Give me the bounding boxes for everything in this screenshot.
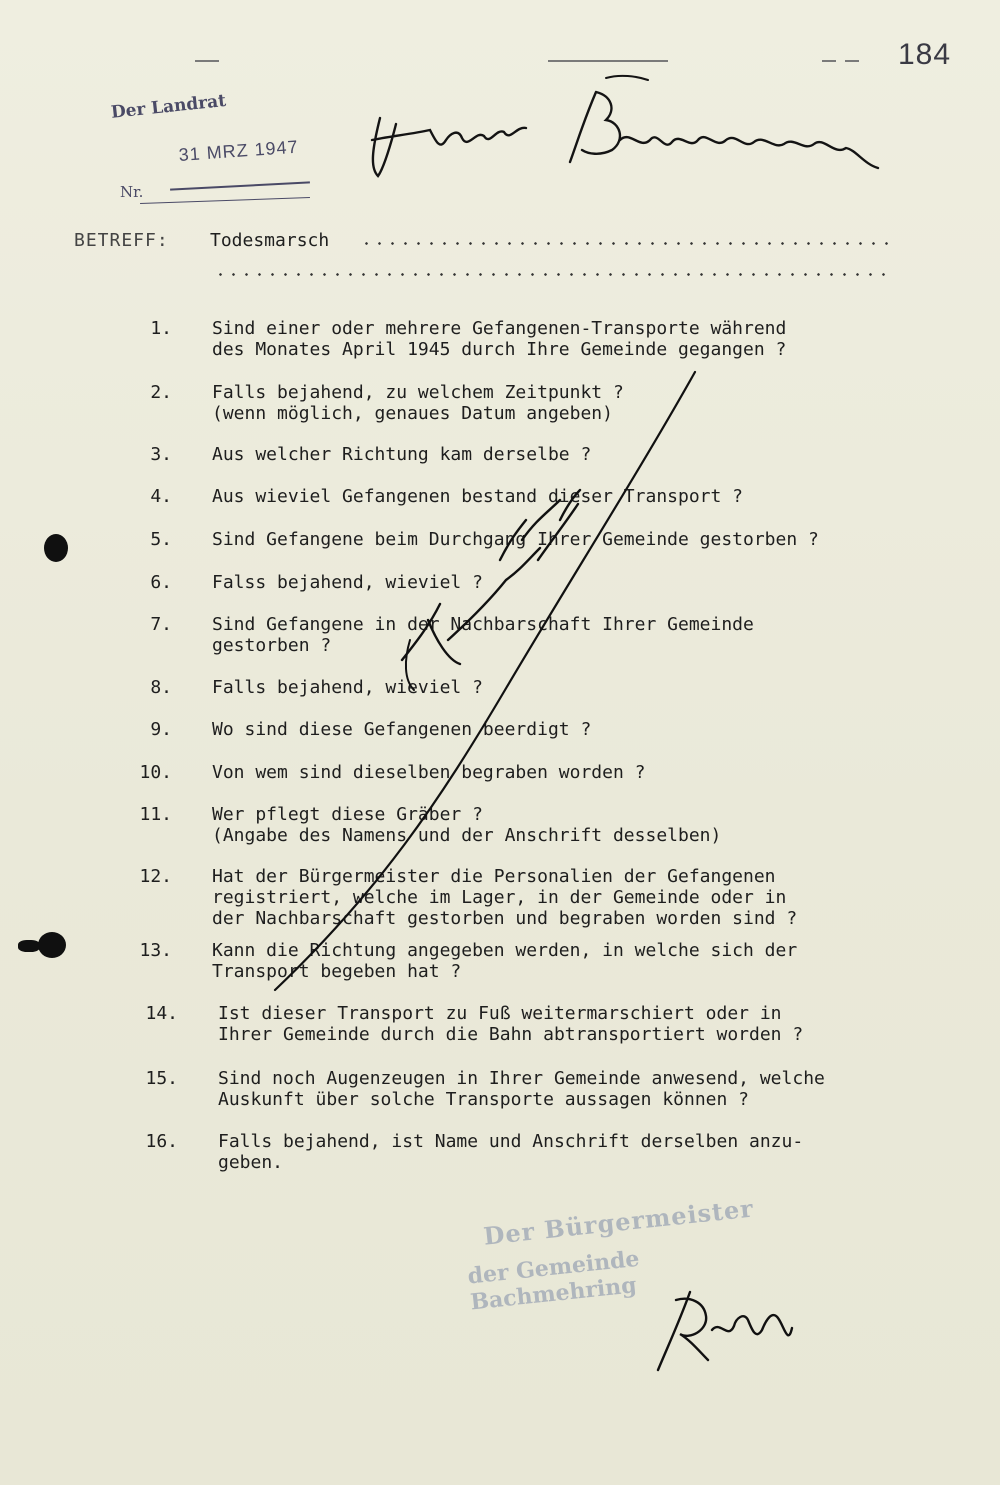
punch-hole-lower — [38, 932, 66, 958]
question-text: Falls bejahend, ist Name und Anschrift derselben anzu- geben. — [218, 1131, 804, 1173]
question-number: 5. — [150, 529, 172, 550]
question-text: Sind Gefangene beim Durchgang Ihrer Gemeinde gestorben ? — [212, 529, 819, 550]
question-text: Wer pflegt diese Gräber ? (Angabe des Namens und der Anschrift desselben) — [212, 804, 722, 846]
question-number: 16. — [145, 1131, 178, 1152]
question-number: 4. — [150, 486, 172, 507]
question-text: Falls bejahend, wieviel ? — [212, 677, 483, 698]
question-text: Hat der Bürgermeister die Personalien der Gefangenen registriert, welche im Lager, in der Gemeinde oder in der Nachbarschaft gestorben und begraben worden sind ? — [212, 866, 798, 929]
mayor-stamp-line2: der Gemeinde Bachmehring — [466, 1245, 641, 1316]
question-text: Sind Gefangene in der Nachbarschaft Ihrer Gemeinde gestorben ? — [212, 614, 754, 656]
question-text: Aus welcher Richtung kam derselbe ? — [212, 444, 592, 465]
question-number: 1. — [150, 318, 172, 339]
question-text: Aus wieviel Gefangenen bestand dieser Transport ? — [212, 486, 744, 507]
subject-value: Todesmarsch — [210, 230, 330, 251]
question-text: Falss bejahend, wieviel ? — [212, 572, 483, 593]
received-stamp — [100, 90, 320, 215]
mayor-stamp — [462, 1191, 770, 1316]
question-text: Ist dieser Transport zu Fuß weitermarschiert oder in Ihrer Gemeinde durch die Bahn abtransportiert worden ? — [218, 1003, 804, 1045]
question-text: Von wem sind dieselben begraben worden ? — [212, 762, 646, 783]
question-number: 2. — [150, 382, 172, 403]
question-text: Falls bejahend, zu welchem Zeitpunkt ? (wenn möglich, genaues Datum angeben) — [212, 382, 624, 424]
subject-dot-leader-2 — [214, 273, 888, 276]
question-number: 12. — [139, 866, 172, 887]
top-dash-4 — [845, 60, 859, 62]
stamp-line-top — [170, 181, 310, 190]
question-number: 13. — [139, 940, 172, 961]
question-text: Kann die Richtung angegeben werden, in welche sich der Transport begeben hat ? — [212, 940, 798, 982]
question-number: 15. — [145, 1068, 178, 1089]
mayor-stamp-line1: Der Bürgermeister — [482, 1193, 756, 1251]
question-text: Sind einer oder mehrere Gefangenen-Transporte während des Monates April 1945 durch Ihre Gemeinde gegangen ? — [212, 318, 787, 360]
stamp-number-label: Nr. — [120, 183, 144, 201]
stamp-office: Der Landrat — [110, 90, 227, 123]
punch-hole-upper — [44, 534, 68, 562]
punch-hole-lower-smudge — [18, 940, 40, 952]
top-dash-2 — [548, 60, 668, 62]
subject-label: BETREFF: — [74, 230, 169, 251]
question-number: 14. — [145, 1003, 178, 1024]
stamp-line-bottom — [140, 197, 310, 204]
subject-dot-leader-1 — [360, 242, 888, 245]
top-dash-3 — [822, 60, 836, 62]
question-text: Sind noch Augenzeugen in Ihrer Gemeinde anwesend, welche Auskunft über solche Transporte aussagen können ? — [218, 1068, 825, 1110]
question-number: 11. — [139, 804, 172, 825]
question-number: 9. — [150, 719, 172, 740]
question-number: 8. — [150, 677, 172, 698]
question-number: 6. — [150, 572, 172, 593]
top-dash-1 — [195, 60, 219, 62]
question-number: 7. — [150, 614, 172, 635]
question-number: 3. — [150, 444, 172, 465]
stamp-date: 31 MRZ 1947 — [178, 136, 300, 165]
archive-number: 184 — [898, 38, 952, 71]
question-number: 10. — [139, 762, 172, 783]
question-text: Wo sind diese Gefangenen beerdigt ? — [212, 719, 592, 740]
